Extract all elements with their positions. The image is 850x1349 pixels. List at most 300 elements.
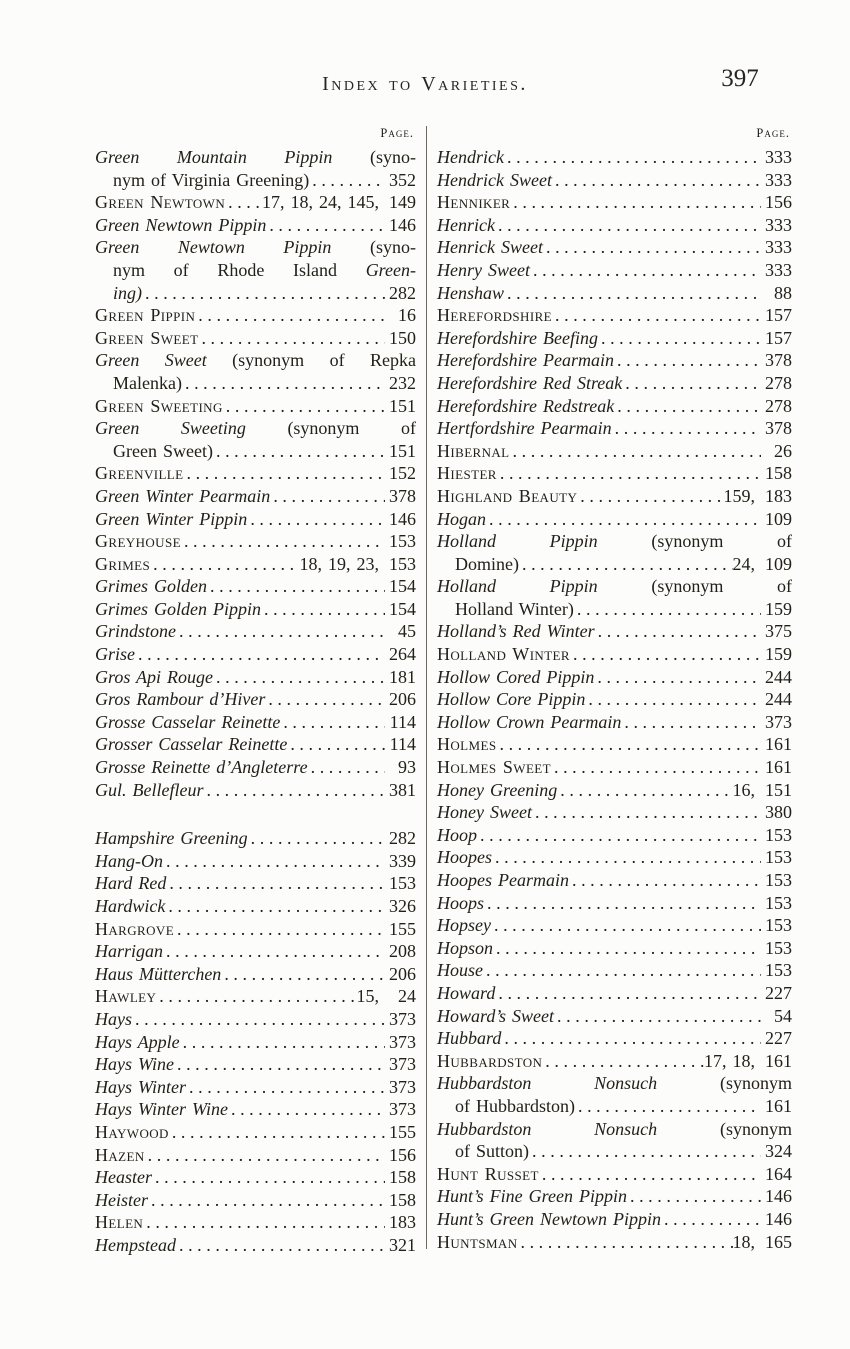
entry-name-segment: of Hubbardston)	[455, 1095, 575, 1116]
index-entry	[95, 779, 416, 802]
entry-name	[437, 1073, 792, 1093]
entry-name	[95, 1076, 186, 1099]
entry-name	[437, 688, 585, 711]
entry-name-segment: Green Mountain Pippin	[95, 147, 370, 167]
index-entry-line	[437, 869, 792, 892]
entry-name	[113, 282, 142, 305]
index-entry-line	[95, 827, 416, 850]
entry-name	[437, 959, 483, 982]
dot-leader	[287, 733, 385, 756]
index-entry-line	[95, 756, 416, 779]
index-entry-line	[437, 372, 792, 395]
index-entry-line	[95, 895, 416, 918]
index-entry-line	[95, 146, 416, 169]
index-entry	[437, 620, 792, 643]
entry-name-segment: Grosser Casselar Reinette	[95, 734, 288, 755]
entry-name-segment: ing)	[113, 282, 142, 303]
entry-name	[95, 147, 416, 167]
index-entry-line	[95, 1008, 416, 1031]
index-entry	[437, 733, 792, 756]
page-number: 114	[389, 734, 416, 755]
entry-name-segment: Green Sweeting	[95, 418, 288, 439]
index-entry	[437, 1208, 792, 1231]
index-entry-line	[95, 620, 416, 643]
page-number: 157	[765, 305, 792, 326]
entry-name-segment: Hubbardston Nonsuch	[437, 1118, 720, 1139]
dot-leader	[557, 779, 732, 802]
entry-name-segment: Grosse Reinette d’Angleterre	[95, 757, 308, 778]
entry-name-segment: Hawley	[95, 986, 157, 1007]
entry-name	[437, 417, 612, 440]
entry-name	[95, 756, 308, 779]
entry-name-segment: Green Sweet	[95, 350, 233, 371]
entry-name-segment: Hoops	[437, 892, 485, 913]
entry-name-segment: (synonym	[720, 1118, 792, 1139]
index-entry	[95, 462, 416, 485]
page-number: 158	[389, 1189, 416, 1210]
entry-name-segment: Greyhouse	[95, 531, 181, 552]
dot-leader	[496, 733, 761, 756]
index-entry-line	[95, 440, 416, 463]
page-number: 321	[389, 1234, 416, 1255]
index-entry-line	[437, 417, 792, 440]
page-number: 158	[765, 463, 792, 484]
index-entry-line	[437, 1118, 792, 1141]
dot-leader	[504, 146, 761, 169]
dot-leader	[156, 985, 356, 1008]
dot-leader	[519, 553, 733, 576]
index-entry-line	[95, 1121, 416, 1144]
index-entry	[95, 985, 416, 1008]
index-entry-line	[437, 779, 792, 802]
page-column-label-left: Page.	[380, 126, 414, 140]
page-number: 378	[765, 418, 792, 439]
entry-name-segment: Gros Api Rouge	[95, 666, 213, 687]
entry-name-segment: Howard	[437, 982, 496, 1003]
entry-name-segment: Green-	[365, 259, 416, 280]
page-number: 151	[389, 395, 416, 416]
entry-name-segment: nym of Rhode Island	[113, 259, 366, 280]
entry-name-segment: Hempstead	[95, 1234, 176, 1255]
index-entry-line	[437, 1050, 792, 1073]
dot-leader	[569, 869, 761, 892]
page-number: 378	[389, 485, 416, 506]
entry-name-segment: Hollow Cored Pippin	[437, 666, 595, 687]
entry-name-segment: Howard’s Sweet	[437, 1005, 555, 1026]
index-entry	[437, 282, 792, 305]
index-entry-line	[95, 395, 416, 418]
entry-name-segment: Hubbardston	[437, 1050, 543, 1071]
index-entry	[437, 666, 792, 689]
index-entry	[437, 688, 792, 711]
entry-name-segment: Holland Pippin	[437, 576, 652, 597]
index-entry	[437, 485, 792, 508]
entry-name	[95, 643, 135, 666]
dot-leader	[213, 666, 385, 689]
index-entry	[95, 349, 416, 394]
index-entry-line	[437, 214, 792, 237]
dot-leader	[266, 214, 385, 237]
entry-name	[437, 304, 552, 327]
page-number: 153	[765, 847, 792, 868]
entry-name-segment: Henrick Sweet	[437, 237, 543, 258]
index-entry-line	[437, 236, 792, 259]
entry-name	[95, 872, 166, 895]
page-number: 183	[389, 1212, 416, 1233]
entry-name-segment: Green Pippin	[95, 305, 196, 326]
index-entry-line	[437, 1005, 792, 1028]
page-number: 114	[389, 711, 416, 732]
entry-name-segment: Grise	[95, 644, 135, 665]
index-entry-line	[437, 1072, 792, 1095]
index-entry	[95, 508, 416, 531]
index-entry-line	[95, 643, 416, 666]
page-number: 264	[389, 644, 416, 665]
dot-leader	[174, 918, 385, 941]
index-entry	[95, 214, 416, 237]
entry-name	[437, 169, 552, 192]
index-entry	[95, 643, 416, 666]
entry-name	[437, 779, 557, 802]
index-entry	[437, 846, 792, 869]
entry-name	[455, 553, 519, 576]
index-entry	[95, 530, 416, 553]
entry-name-segment: Hays	[95, 1008, 132, 1029]
page-number: 333	[765, 169, 792, 190]
index-entry	[95, 417, 416, 462]
page-number: 153	[389, 873, 416, 894]
page-number: 159	[765, 644, 792, 665]
entry-name-segment: Hollow Crown Pearmain	[437, 711, 622, 732]
page-number: 333	[765, 237, 792, 258]
entry-name	[437, 824, 477, 847]
entry-name-segment: Henrick	[437, 214, 495, 235]
index-entry	[437, 169, 792, 192]
index-entry-line	[437, 508, 792, 531]
entry-name-segment: Holland Winter	[437, 644, 570, 665]
dot-leader	[570, 643, 761, 666]
page-refs: 159,	[723, 485, 761, 506]
index-entry-line	[437, 349, 792, 372]
page-number: 380	[765, 802, 792, 823]
index-entry-line	[95, 575, 416, 598]
entry-name-segment: Hogan	[437, 508, 486, 529]
index-entry-line	[437, 1185, 792, 1208]
page-number: 206	[389, 963, 416, 984]
page-number: 161	[765, 734, 792, 755]
entry-name	[95, 191, 225, 214]
entry-name	[95, 1121, 169, 1144]
index-entry	[437, 869, 792, 892]
dot-leader	[595, 620, 761, 643]
index-entry	[95, 850, 416, 873]
dot-leader	[575, 1095, 761, 1118]
page-number: 54	[774, 1005, 792, 1026]
dot-leader	[532, 801, 761, 824]
dot-leader	[163, 940, 385, 963]
entry-name-segment: Hoop	[437, 824, 477, 845]
dot-leader	[551, 756, 761, 779]
entry-name-segment: (synonym of	[287, 418, 416, 439]
page-number: 183	[765, 485, 792, 506]
index-entry-line	[95, 372, 416, 395]
index-entry	[95, 1234, 416, 1257]
entry-name	[95, 327, 198, 350]
page-number: 153	[765, 960, 792, 981]
index-entry-line	[95, 711, 416, 734]
entry-name-segment: Gul. Bellefleur	[95, 779, 204, 800]
index-entry	[95, 553, 416, 576]
entry-name-segment: Herefordshire Red Streak	[437, 372, 623, 393]
index-entry-line	[437, 846, 792, 869]
page-number: 146	[389, 508, 416, 529]
page-number: 146	[765, 1186, 792, 1207]
dot-leader	[621, 711, 761, 734]
index-entry	[95, 1211, 416, 1234]
dot-leader	[492, 846, 761, 869]
entry-name	[455, 1095, 575, 1118]
entry-name-segment: Hopson	[437, 937, 494, 958]
entry-name	[437, 892, 484, 915]
entry-name-segment: Hibernal	[437, 440, 510, 461]
dot-leader	[182, 372, 385, 395]
page-number: 326	[389, 896, 416, 916]
entry-name	[95, 1211, 143, 1234]
entry-name	[437, 349, 614, 372]
entry-name	[437, 711, 621, 734]
dot-leader	[169, 1121, 385, 1144]
index-entry	[437, 937, 792, 960]
index-entry	[95, 666, 416, 689]
index-entry-line	[95, 918, 416, 941]
dot-leader	[554, 1005, 761, 1028]
entry-name-segment: Holland Pippin	[437, 531, 652, 552]
index-column-left	[95, 122, 416, 1257]
page-number: 164	[765, 1163, 792, 1184]
dot-leader	[484, 892, 761, 915]
entry-name-segment: Hubbardston Nonsuch	[437, 1073, 720, 1094]
dot-leader	[574, 598, 761, 621]
index-entry-line	[95, 1098, 416, 1121]
entry-name-segment: Huntsman	[437, 1231, 518, 1252]
page-number: 375	[765, 621, 792, 642]
entry-name-segment: Hays Winter Wine	[95, 1099, 228, 1120]
dot-leader	[198, 327, 385, 350]
page-column-label-right: Page.	[756, 126, 790, 140]
entry-name	[437, 1119, 792, 1139]
dot-leader	[477, 824, 761, 847]
index-entries-right	[437, 146, 792, 1253]
dot-leader	[247, 508, 385, 531]
index-entry	[95, 1008, 416, 1031]
index-entry-line	[437, 169, 792, 192]
entry-name-segment: Honey Sweet	[437, 802, 532, 823]
index-entry	[437, 327, 792, 350]
entry-name-segment: nym of Virginia Greening)	[113, 169, 310, 190]
page-number: 153	[765, 824, 792, 845]
entry-name	[437, 1005, 554, 1028]
index-entry-line	[437, 643, 792, 666]
dot-leader	[483, 959, 761, 982]
entry-name	[455, 598, 574, 621]
index-entry-line	[437, 259, 792, 282]
page-number: 208	[389, 941, 416, 962]
dot-leader	[585, 688, 761, 711]
entry-name-segment: Haus Mütterchen	[95, 963, 222, 984]
entry-name-segment: Hiester	[437, 463, 497, 484]
page-number: 324	[765, 1141, 792, 1162]
page-number: 146	[765, 1208, 792, 1229]
index-entry-line	[437, 440, 792, 463]
index-entry-line	[437, 666, 792, 689]
dot-leader	[486, 508, 761, 531]
index-entry	[437, 1231, 792, 1254]
page-number: 282	[389, 282, 416, 303]
index-entry	[437, 1027, 792, 1050]
entry-name	[95, 350, 416, 370]
index-entry	[95, 620, 416, 643]
entry-name-segment: Hampshire Greening	[95, 828, 248, 849]
index-entry-line	[95, 304, 416, 327]
entry-name-segment: Hard Red	[95, 873, 167, 894]
entry-name	[437, 914, 491, 937]
index-entry	[437, 756, 792, 779]
index-entry	[95, 756, 416, 779]
page-refs: 24,	[732, 553, 761, 574]
page-number: 378	[765, 350, 792, 371]
dot-leader	[598, 327, 761, 350]
index-entry-line	[95, 688, 416, 711]
index-entry-line	[95, 553, 416, 576]
entry-name	[95, 304, 195, 327]
index-entry-line	[437, 1027, 792, 1050]
entry-name-segment: Holland Winter)	[455, 598, 574, 619]
index-entry-line	[437, 801, 792, 824]
index-entry-line	[437, 327, 792, 350]
index-entry	[437, 779, 792, 802]
entry-name	[95, 485, 270, 508]
page-number: 153	[765, 870, 792, 890]
entry-name-segment: of Sutton)	[455, 1141, 530, 1162]
entry-name-segment: (syno-	[370, 147, 416, 167]
index-entry-line	[437, 530, 792, 553]
page-number: 161	[765, 757, 792, 778]
entry-name	[95, 733, 287, 756]
entry-name	[95, 1166, 152, 1189]
index-entry	[437, 530, 792, 575]
entry-name-segment: Holland’s Red Winter	[437, 621, 595, 642]
index-entry	[437, 462, 792, 485]
index-entry-line	[95, 214, 416, 237]
index-entry-line	[437, 959, 792, 982]
entry-name-segment: Honey Greening	[437, 779, 558, 800]
page-number: 153	[765, 937, 792, 958]
index-entry-line	[95, 1234, 416, 1257]
page-number: 153	[765, 892, 792, 913]
entry-name-segment: Haywood	[95, 1121, 169, 1142]
entry-name	[437, 576, 792, 596]
dot-leader	[622, 372, 761, 395]
index-entry-line	[437, 553, 792, 576]
page-number: 373	[389, 1076, 416, 1097]
dot-leader	[510, 440, 761, 463]
entry-name-segment: (synonym of	[651, 576, 793, 597]
entry-name	[113, 372, 182, 395]
entry-name-segment: Green Newtown	[95, 192, 226, 213]
entry-name	[95, 418, 416, 438]
page-number: 278	[765, 395, 792, 416]
index-entry-line	[95, 282, 416, 305]
dot-leader	[661, 1208, 761, 1231]
entry-name-segment: Herefordshire	[437, 305, 552, 326]
index-entry-line	[95, 191, 416, 214]
entry-name	[437, 485, 577, 508]
entry-name	[437, 372, 622, 395]
column-divider-rule	[426, 126, 427, 1249]
entry-name	[95, 508, 247, 531]
index-entry	[95, 1053, 416, 1076]
dot-leader	[543, 236, 761, 259]
page-number: 153	[389, 553, 416, 574]
page-number: 333	[765, 214, 792, 235]
entry-name	[95, 918, 174, 941]
entry-name-segment: Hoopes Pearmain	[437, 870, 569, 890]
entry-name	[437, 508, 486, 531]
dot-leader	[495, 982, 761, 1005]
page-number: 158	[389, 1167, 416, 1188]
entry-name	[437, 327, 598, 350]
index-entry-line	[95, 417, 416, 440]
index-entry	[95, 1166, 416, 1189]
page-number: 373	[389, 1031, 416, 1052]
entry-name	[95, 575, 207, 598]
entry-name	[95, 237, 416, 257]
index-entry-line	[437, 937, 792, 960]
page-number: 24	[398, 986, 416, 1007]
dot-leader	[186, 1076, 385, 1099]
entry-name	[437, 982, 495, 1005]
dot-leader	[225, 191, 262, 214]
entry-name-segment: Green Winter Pearmain	[95, 485, 271, 506]
dot-leader	[265, 688, 385, 711]
page-number: 151	[765, 779, 792, 800]
page-number: 232	[389, 372, 416, 393]
page-number: 244	[765, 666, 792, 687]
dot-leader	[152, 1166, 385, 1189]
entry-name-segment: Green Newtown Pippin	[95, 237, 370, 258]
page-refs: 18,	[732, 1231, 761, 1252]
index-entry-line	[95, 872, 416, 895]
index-entry-line	[95, 169, 416, 192]
dot-leader	[495, 214, 761, 237]
index-entry	[95, 327, 416, 350]
index-entry-line	[95, 1211, 416, 1234]
index-entry	[437, 349, 792, 372]
entry-name	[437, 1163, 539, 1186]
index-column-right	[437, 122, 792, 1257]
index-entry-line	[437, 146, 792, 169]
index-entry	[95, 1076, 416, 1099]
index-entry-line	[437, 485, 792, 508]
entry-name-segment: Green Sweeting	[95, 395, 223, 416]
entry-name	[437, 1231, 517, 1254]
folio-page-number: 397	[721, 65, 759, 92]
entry-name	[95, 1144, 145, 1167]
page-title: Index to Varieties.	[322, 73, 528, 95]
index-entry	[95, 1144, 416, 1167]
index-entry	[95, 963, 416, 986]
entry-name	[437, 643, 570, 666]
